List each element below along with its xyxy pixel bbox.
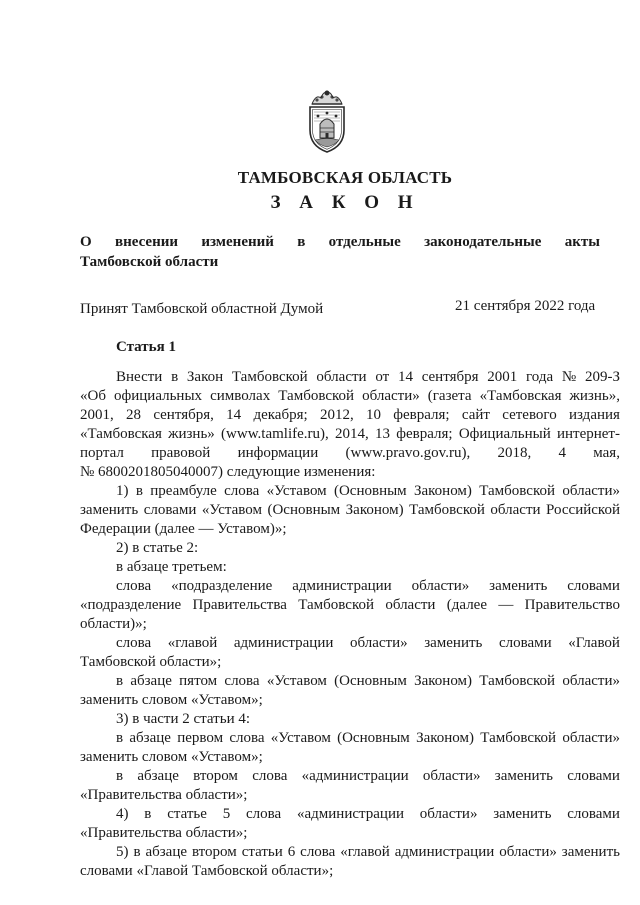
article-word: 10 [365, 407, 381, 423]
article-word: слова [116, 635, 152, 651]
article-word: словами [143, 502, 197, 518]
law-title-line-1 [80, 232, 600, 252]
article-word: заменить [493, 806, 552, 822]
article-word: 4) [116, 806, 129, 822]
law-title-word: внесении [115, 234, 179, 250]
article-line [80, 501, 620, 520]
article-line [80, 729, 620, 748]
article-line: «Правительства области»; [80, 787, 248, 803]
law-title-line-2: Тамбовской области [80, 254, 219, 270]
article-line [80, 387, 620, 406]
article-word: абзаце [137, 768, 179, 784]
article-line: в абзаце третьем: [116, 559, 227, 575]
article-body [80, 368, 620, 881]
article-word: заменить [489, 578, 548, 594]
article-line: заменить словом «Уставом»; [80, 692, 263, 708]
article-word: области» [562, 483, 620, 499]
article-word: «Уставом [266, 483, 327, 499]
law-title-word: О [80, 234, 92, 250]
article-word: сайт [461, 407, 490, 423]
article-line: словами «Главой Тамбовской области»; [80, 863, 334, 879]
article-line [80, 406, 620, 425]
article-word: области» [411, 578, 470, 594]
article-word: области [490, 502, 541, 518]
article-word: (www.tamlife.ru), [221, 426, 329, 442]
article-word: «Уставом [201, 502, 262, 518]
article-word: 2001, [80, 407, 114, 423]
article-word: Тамбовской [298, 597, 374, 613]
article-word: «Уставом [266, 673, 327, 689]
article-word: «администрации [301, 768, 409, 784]
article-word: (Основным [267, 502, 341, 518]
article-word: Законом) [414, 673, 473, 689]
article-word: втором [191, 844, 237, 860]
article-word: 1) [116, 483, 129, 499]
article-line: области)»; [80, 616, 147, 632]
adoption-date: 21 сентября 2022 года [455, 298, 596, 314]
article-word: словами [567, 578, 620, 594]
article-word: (Основным [334, 673, 407, 689]
article-word: в [133, 844, 141, 860]
tambov-coat-of-arms-icon [302, 88, 352, 154]
article-word: Правительство [524, 597, 620, 613]
article-word: сентября, [153, 407, 214, 423]
article-word: 13 [375, 426, 391, 442]
article-line [80, 634, 620, 653]
article-word: издания [569, 407, 620, 423]
article-word: портал [80, 445, 124, 461]
article-word: первом [177, 730, 224, 746]
article-word: в [116, 730, 124, 746]
article-line [80, 767, 620, 786]
law-title-word: в [297, 234, 306, 250]
article-word: области [316, 369, 367, 385]
article-word: 209-З [584, 369, 620, 385]
article-word: (Основным [333, 483, 407, 499]
article-word: «Тамбовская [80, 426, 162, 442]
article-word: Закон [186, 369, 224, 385]
article-word: в [171, 369, 179, 385]
article-word: 2012, [319, 407, 354, 423]
law-title [80, 232, 600, 272]
article-word: 6 [287, 844, 296, 860]
article-word: в [116, 768, 124, 784]
article-word: области» [562, 673, 620, 689]
article-word: «Тамбовская [479, 388, 562, 404]
article-word: Тамбовской [409, 502, 485, 518]
article-line [80, 596, 620, 615]
article-line: 3) в части 2 статьи 4: [116, 711, 251, 727]
article-word: «Главой [568, 635, 620, 651]
article-word: Российской [546, 502, 620, 518]
article-word: 2001 [487, 369, 518, 385]
article-word: Внести [116, 369, 163, 385]
article-word: декабря; [253, 407, 308, 423]
article-line: Тамбовской области»; [80, 654, 222, 670]
article-line [80, 843, 620, 862]
article-word: 5) [116, 844, 129, 860]
article-word: сетевого [502, 407, 557, 423]
article-word: в [135, 483, 143, 499]
article-word: правовой [151, 445, 211, 461]
article-word: администрации [233, 635, 334, 651]
region-name: ТАМБОВСКАЯ ОБЛАСТЬ [237, 168, 453, 187]
article-word: заменить [424, 635, 483, 651]
article-word: «главой [167, 635, 218, 651]
article-word: заменить [80, 502, 139, 518]
law-title-word: отдельные [328, 234, 401, 250]
article-line: заменить словом «Уставом»; [80, 749, 263, 765]
article-word: февраля; [396, 426, 453, 442]
article-word: заменить [561, 844, 620, 860]
article-word: Тамбовской [479, 673, 556, 689]
article-word: мая, [593, 445, 620, 461]
law-title-word: законодательные [424, 234, 542, 250]
article-line [80, 577, 620, 596]
article-line: 2) в статье 2: [116, 540, 199, 556]
article-word: втором [193, 768, 238, 784]
article-line [80, 672, 620, 691]
article-word: слова [224, 483, 260, 499]
article-word: слова [246, 806, 282, 822]
article-heading: Статья 1 [116, 339, 176, 355]
article-word: от [375, 369, 390, 385]
article-line: № 6800201805040007) следующие изменения: [80, 464, 376, 480]
article-word: Правительства [192, 597, 287, 613]
article-word: официальных [114, 388, 203, 404]
article-word: Официальный [458, 426, 551, 442]
article-word: года [526, 369, 554, 385]
article-word: абзаце [129, 730, 171, 746]
article-word: 28 [126, 407, 142, 423]
article-word: 4 [558, 445, 566, 461]
article-line [80, 805, 620, 824]
article-word: области [385, 597, 436, 613]
article-word: Тамбовской [231, 369, 308, 385]
article-line: Федерации (далее — Уставом)»; [80, 521, 287, 537]
document-type: З А К О Н [270, 192, 420, 213]
article-word: области» [349, 635, 408, 651]
article-word: жизнь» [168, 426, 215, 442]
article-word: области» [562, 730, 620, 746]
article-word: 2018, [497, 445, 532, 461]
article-word: слова [300, 844, 336, 860]
article-word: администрации [394, 844, 495, 860]
article-word: «подразделение [80, 597, 182, 613]
article-word: сентября [421, 369, 479, 385]
article-word: области» [419, 806, 478, 822]
article-word: области» [499, 844, 557, 860]
article-word: области» [422, 768, 481, 784]
article-line: «Правительства области»; [80, 825, 248, 841]
article-word: пятом [179, 673, 218, 689]
article-line [80, 368, 620, 387]
article-word: словами [567, 768, 620, 784]
article-word: в [116, 673, 124, 689]
article-word: в [144, 806, 152, 822]
article-word: февраля; [393, 407, 450, 423]
article-word: слова [252, 768, 288, 784]
article-word: символах [210, 388, 271, 404]
article-word: 14 [397, 369, 413, 385]
article-word: (газета [427, 388, 472, 404]
article-word: слова [224, 673, 260, 689]
article-word: области» [362, 388, 420, 404]
article-line [80, 482, 620, 501]
article-word: Тамбовской [278, 388, 355, 404]
article-word: № [561, 369, 577, 385]
article-line [80, 444, 620, 463]
article-word: «главой [340, 844, 390, 860]
article-word: администрации [292, 578, 392, 594]
article-word: Тамбовской [479, 483, 556, 499]
article-word: жизнь», [569, 388, 620, 404]
article-word: абзаце [130, 673, 172, 689]
adopted-by: Принят Тамбовской областной Думой [80, 301, 324, 317]
article-word: статьи [241, 844, 283, 860]
article-word: Законом) [416, 730, 475, 746]
article-word: «Уставом [270, 730, 331, 746]
law-title-word: изменений [201, 234, 274, 250]
article-word: 5 [222, 806, 231, 822]
article-word: (далее [446, 597, 487, 613]
article-word: (Основным [337, 730, 410, 746]
article-word: Законом) [413, 483, 472, 499]
article-word: — [498, 597, 514, 613]
article-word: словами [567, 806, 620, 822]
article-word: «администрации [297, 806, 404, 822]
article-line [80, 425, 620, 444]
article-word: слова [116, 578, 152, 594]
article-word: 2014, [335, 426, 369, 442]
law-title-word: акты [564, 234, 600, 250]
article-word: (www.pravo.gov.ru), [345, 445, 471, 461]
article-word: «подразделение [171, 578, 273, 594]
article-word: словами [498, 635, 552, 651]
article-word: Законом) [345, 502, 404, 518]
article-word: «Об [80, 388, 106, 404]
article-word: статье [167, 806, 207, 822]
article-word: заменить [494, 768, 553, 784]
article-word: 14 [226, 407, 242, 423]
article-word: преамбуле [150, 483, 217, 499]
article-word: абзаце [145, 844, 188, 860]
article-word: интернет- [556, 426, 620, 442]
article-word: информации [237, 445, 319, 461]
article-word: Тамбовской [480, 730, 557, 746]
article-word: слова [229, 730, 265, 746]
